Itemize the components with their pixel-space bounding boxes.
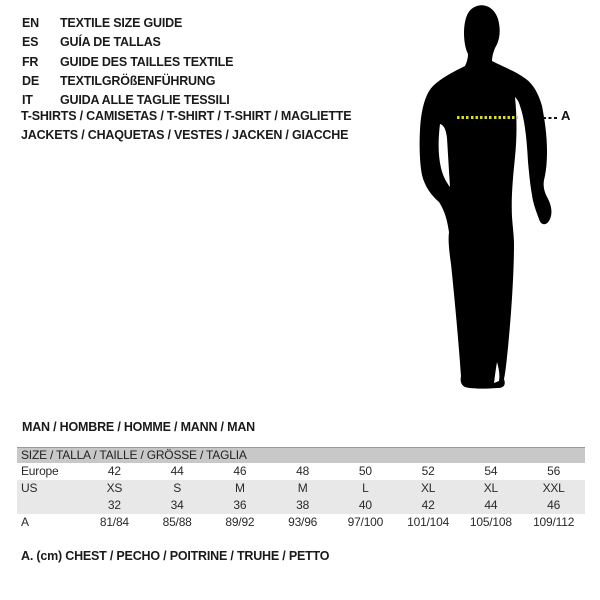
table-cell: 34: [170, 498, 184, 512]
measurement-footnote: A. (cm) CHEST / PECHO / POITRINE / TRUHE / PETTO: [21, 549, 330, 563]
language-code: IT: [22, 93, 33, 108]
table-cell: 40: [358, 498, 372, 512]
table-cell: L: [362, 481, 369, 495]
table-cell: 109/112: [533, 515, 575, 529]
table-cell: 105/108: [469, 515, 512, 529]
chest-measure-dotted-line: [457, 116, 518, 119]
table-cell: 46: [547, 498, 561, 512]
section-title-man: MAN / HOMBRE / HOMME / MANN / MAN: [22, 420, 255, 434]
language-row-es: [22, 33, 233, 52]
language-label: GUIDA ALLE TAGLIE TESSILI: [60, 93, 230, 108]
table-row-europe: [17, 463, 585, 480]
table-cell: 44: [484, 498, 498, 512]
table-cell: 54: [484, 464, 498, 478]
table-cell: 46: [233, 464, 247, 478]
table-cell: 89/92: [225, 515, 255, 529]
table-cell: XXL: [542, 481, 565, 495]
table-cell: 50: [358, 464, 372, 478]
measure-callout-dash-line: [543, 117, 558, 119]
language-code: EN: [22, 16, 39, 30]
table-cell: 38: [296, 498, 310, 512]
table-row-chest-a: [17, 514, 585, 531]
table-cell: 32: [107, 498, 121, 512]
row-label: A: [21, 515, 29, 529]
man-silhouette-icon: [413, 2, 563, 392]
table-row-us-numeric: [17, 497, 585, 514]
language-row-de: [22, 72, 233, 91]
table-cell: 85/88: [162, 515, 192, 529]
row-label: [17, 497, 83, 514]
size-table: [17, 447, 585, 531]
table-cell: 36: [233, 498, 247, 512]
table-cell: 81/84: [99, 515, 129, 529]
table-cell: M: [234, 481, 245, 495]
measure-label-a: A: [561, 108, 571, 123]
category-line-jackets: JACKETS / CHAQUETAS / VESTES / JACKEN / GIACCHE: [21, 128, 349, 143]
table-cell: 42: [421, 498, 435, 512]
language-code: DE: [22, 73, 39, 88]
language-row-en: [22, 14, 233, 33]
language-guide-list: [22, 14, 233, 110]
table-cell: 101/104: [407, 515, 450, 529]
row-label: Europe: [21, 464, 59, 478]
language-label: GUÍA DE TALLAS: [60, 35, 161, 50]
table-cell: XL: [420, 481, 436, 495]
table-cell: 44: [170, 464, 184, 478]
table-cell: 42: [107, 464, 121, 478]
table-cell: 48: [296, 464, 310, 478]
category-line-tshirts: T-SHIRTS / CAMISETAS / T-SHIRT / T-SHIRT / MAGLIETTE: [21, 109, 352, 123]
table-cell: 56: [547, 464, 561, 478]
language-code: FR: [22, 54, 39, 69]
language-label: TEXTILGRÖßENFÜHRUNG: [60, 73, 216, 88]
language-code: ES: [22, 35, 39, 50]
row-label: US: [21, 481, 38, 495]
table-cell: XS: [106, 481, 123, 495]
language-row-fr: [22, 53, 233, 72]
language-label: TEXTILE SIZE GUIDE: [60, 16, 183, 30]
table-cell: XL: [483, 481, 499, 495]
table-cell: 93/96: [288, 515, 318, 529]
table-cell: 52: [421, 464, 435, 478]
table-cell: S: [173, 481, 182, 495]
man-silhouette-figure: [413, 2, 591, 394]
table-row-us: [17, 480, 585, 497]
language-label: GUIDE DES TAILLES TEXTILE: [60, 54, 234, 69]
table-cell: M: [297, 481, 308, 495]
size-table-header: SIZE / TALLA / TAILLE / GRÖSSE / TAGLIA: [17, 448, 585, 463]
table-cell: 97/100: [347, 515, 384, 529]
garment-categories: [21, 107, 351, 146]
